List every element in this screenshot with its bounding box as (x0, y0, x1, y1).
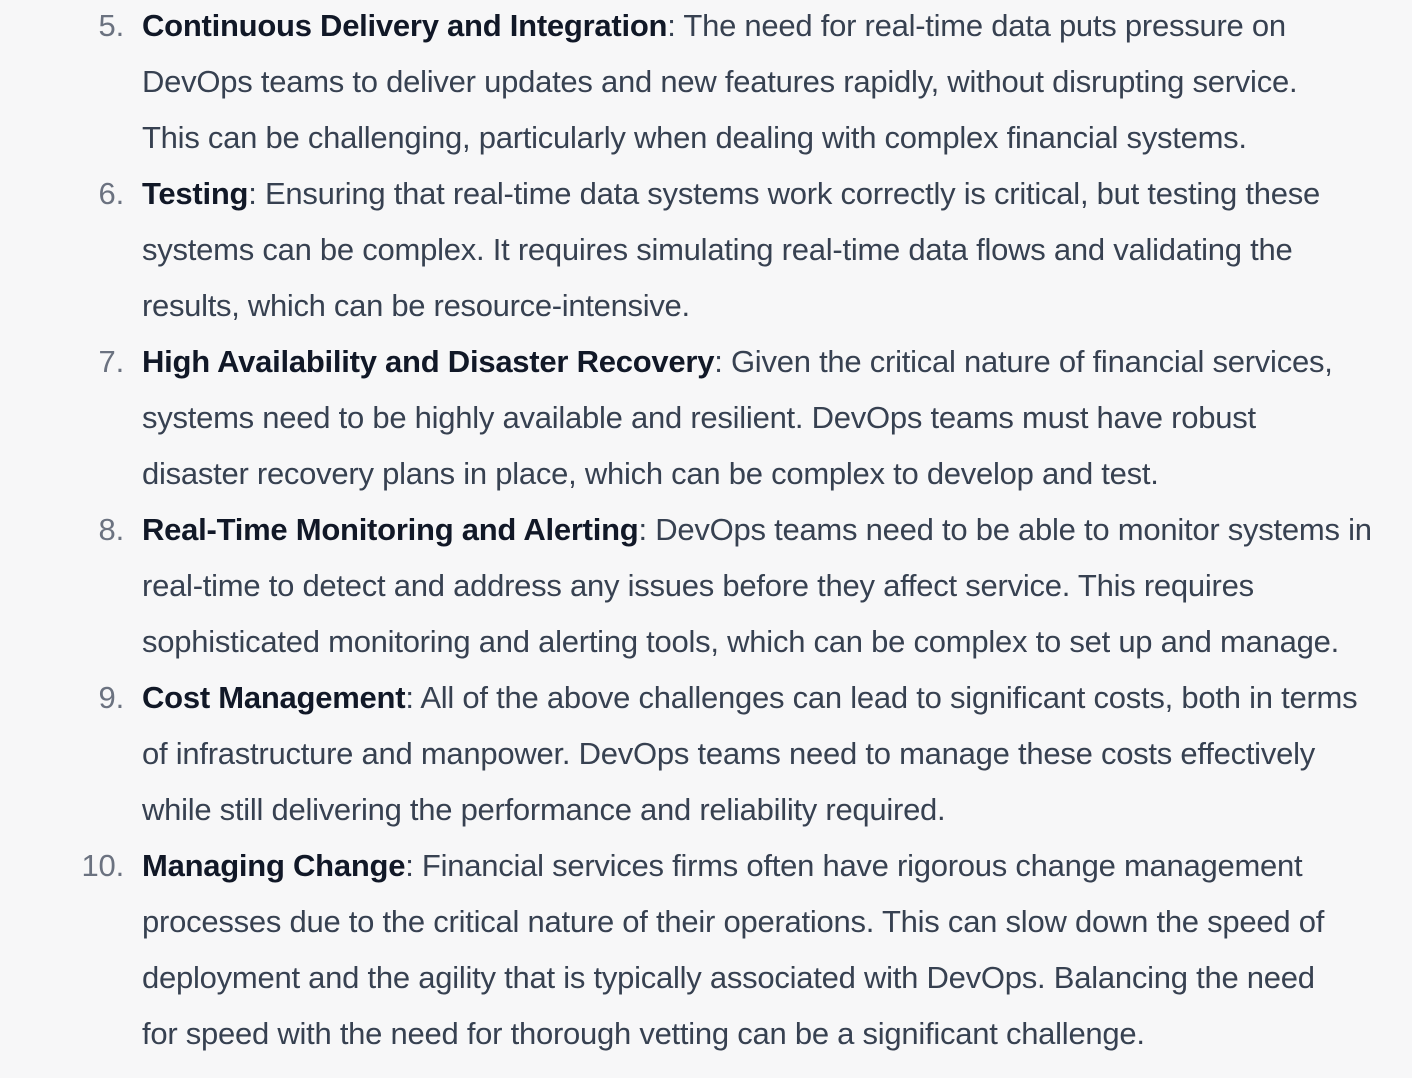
list-item-title: Testing (142, 176, 249, 211)
list-item-number: 9. (98, 680, 124, 715)
list-item-line (142, 334, 1412, 390)
list-item (0, 670, 1412, 838)
list-item-line: disaster recovery plans in place, which can be complex to develop and test. (142, 456, 1159, 491)
list-item-line: processes due to the critical nature of their operations. This can slow down the speed of (142, 904, 1325, 939)
list-item-line (142, 166, 1412, 222)
list-item-line (142, 502, 1412, 558)
list-item-text: : The need for real-time data puts pressure on (667, 8, 1286, 43)
list-item-number: 7. (98, 344, 124, 379)
list-item-number: 5. (98, 8, 124, 43)
list-item-number: 10. (81, 848, 124, 883)
list-item-line: systems can be complex. It requires simulating real-time data flows and validating the (142, 232, 1293, 267)
list-item (0, 0, 1412, 166)
list-item-line: DevOps teams to deliver updates and new features rapidly, without disrupting service. (142, 64, 1298, 99)
list-item-line: while still delivering the performance and reliability required. (142, 792, 946, 827)
list-item-text: : All of the above challenges can lead to significant costs, both in terms (405, 680, 1358, 715)
list-item-title: Managing Change (142, 848, 406, 883)
list-item-line: This can be challenging, particularly when dealing with complex financial systems. (142, 120, 1247, 155)
list-item-line (142, 670, 1412, 726)
list-item-number: 6. (98, 176, 124, 211)
list-item (0, 334, 1412, 502)
list-item-title: Real-Time Monitoring and Alerting (142, 512, 639, 547)
list-item-line (142, 838, 1412, 894)
list-item-number: 8. (98, 512, 124, 547)
list-item-line: of infrastructure and manpower. DevOps teams need to manage these costs effectively (142, 736, 1315, 771)
list-item-line: deployment and the agility that is typically associated with DevOps. Balancing the need (142, 960, 1315, 995)
list-item-line: for speed with the need for thorough vetting can be a significant challenge. (142, 1016, 1145, 1051)
list-item-title: Cost Management (142, 680, 406, 715)
list-item (0, 502, 1412, 670)
list-item-text: : Financial services firms often have rigorous change management (405, 848, 1303, 883)
list-item-line: real-time to detect and address any issues before they affect service. This requires (142, 568, 1254, 603)
list-item-title: High Availability and Disaster Recovery (142, 344, 715, 379)
list-item-line: systems need to be highly available and resilient. DevOps teams must have robust (142, 400, 1256, 435)
list-item-text: : Ensuring that real-time data systems work correctly is critical, but testing these (248, 176, 1321, 211)
list-item (0, 838, 1412, 1062)
list-item-line: results, which can be resource-intensive. (142, 288, 690, 323)
list-item-text: : Given the critical nature of financial services, (714, 344, 1333, 379)
list-item-line: sophisticated monitoring and alerting tools, which can be complex to set up and manage. (142, 624, 1339, 659)
list-item (0, 166, 1412, 334)
list-item-title: Continuous Delivery and Integration (142, 8, 668, 43)
list-item-line (142, 0, 1412, 54)
list-item-text: : DevOps teams need to be able to monitor systems in (638, 512, 1372, 547)
